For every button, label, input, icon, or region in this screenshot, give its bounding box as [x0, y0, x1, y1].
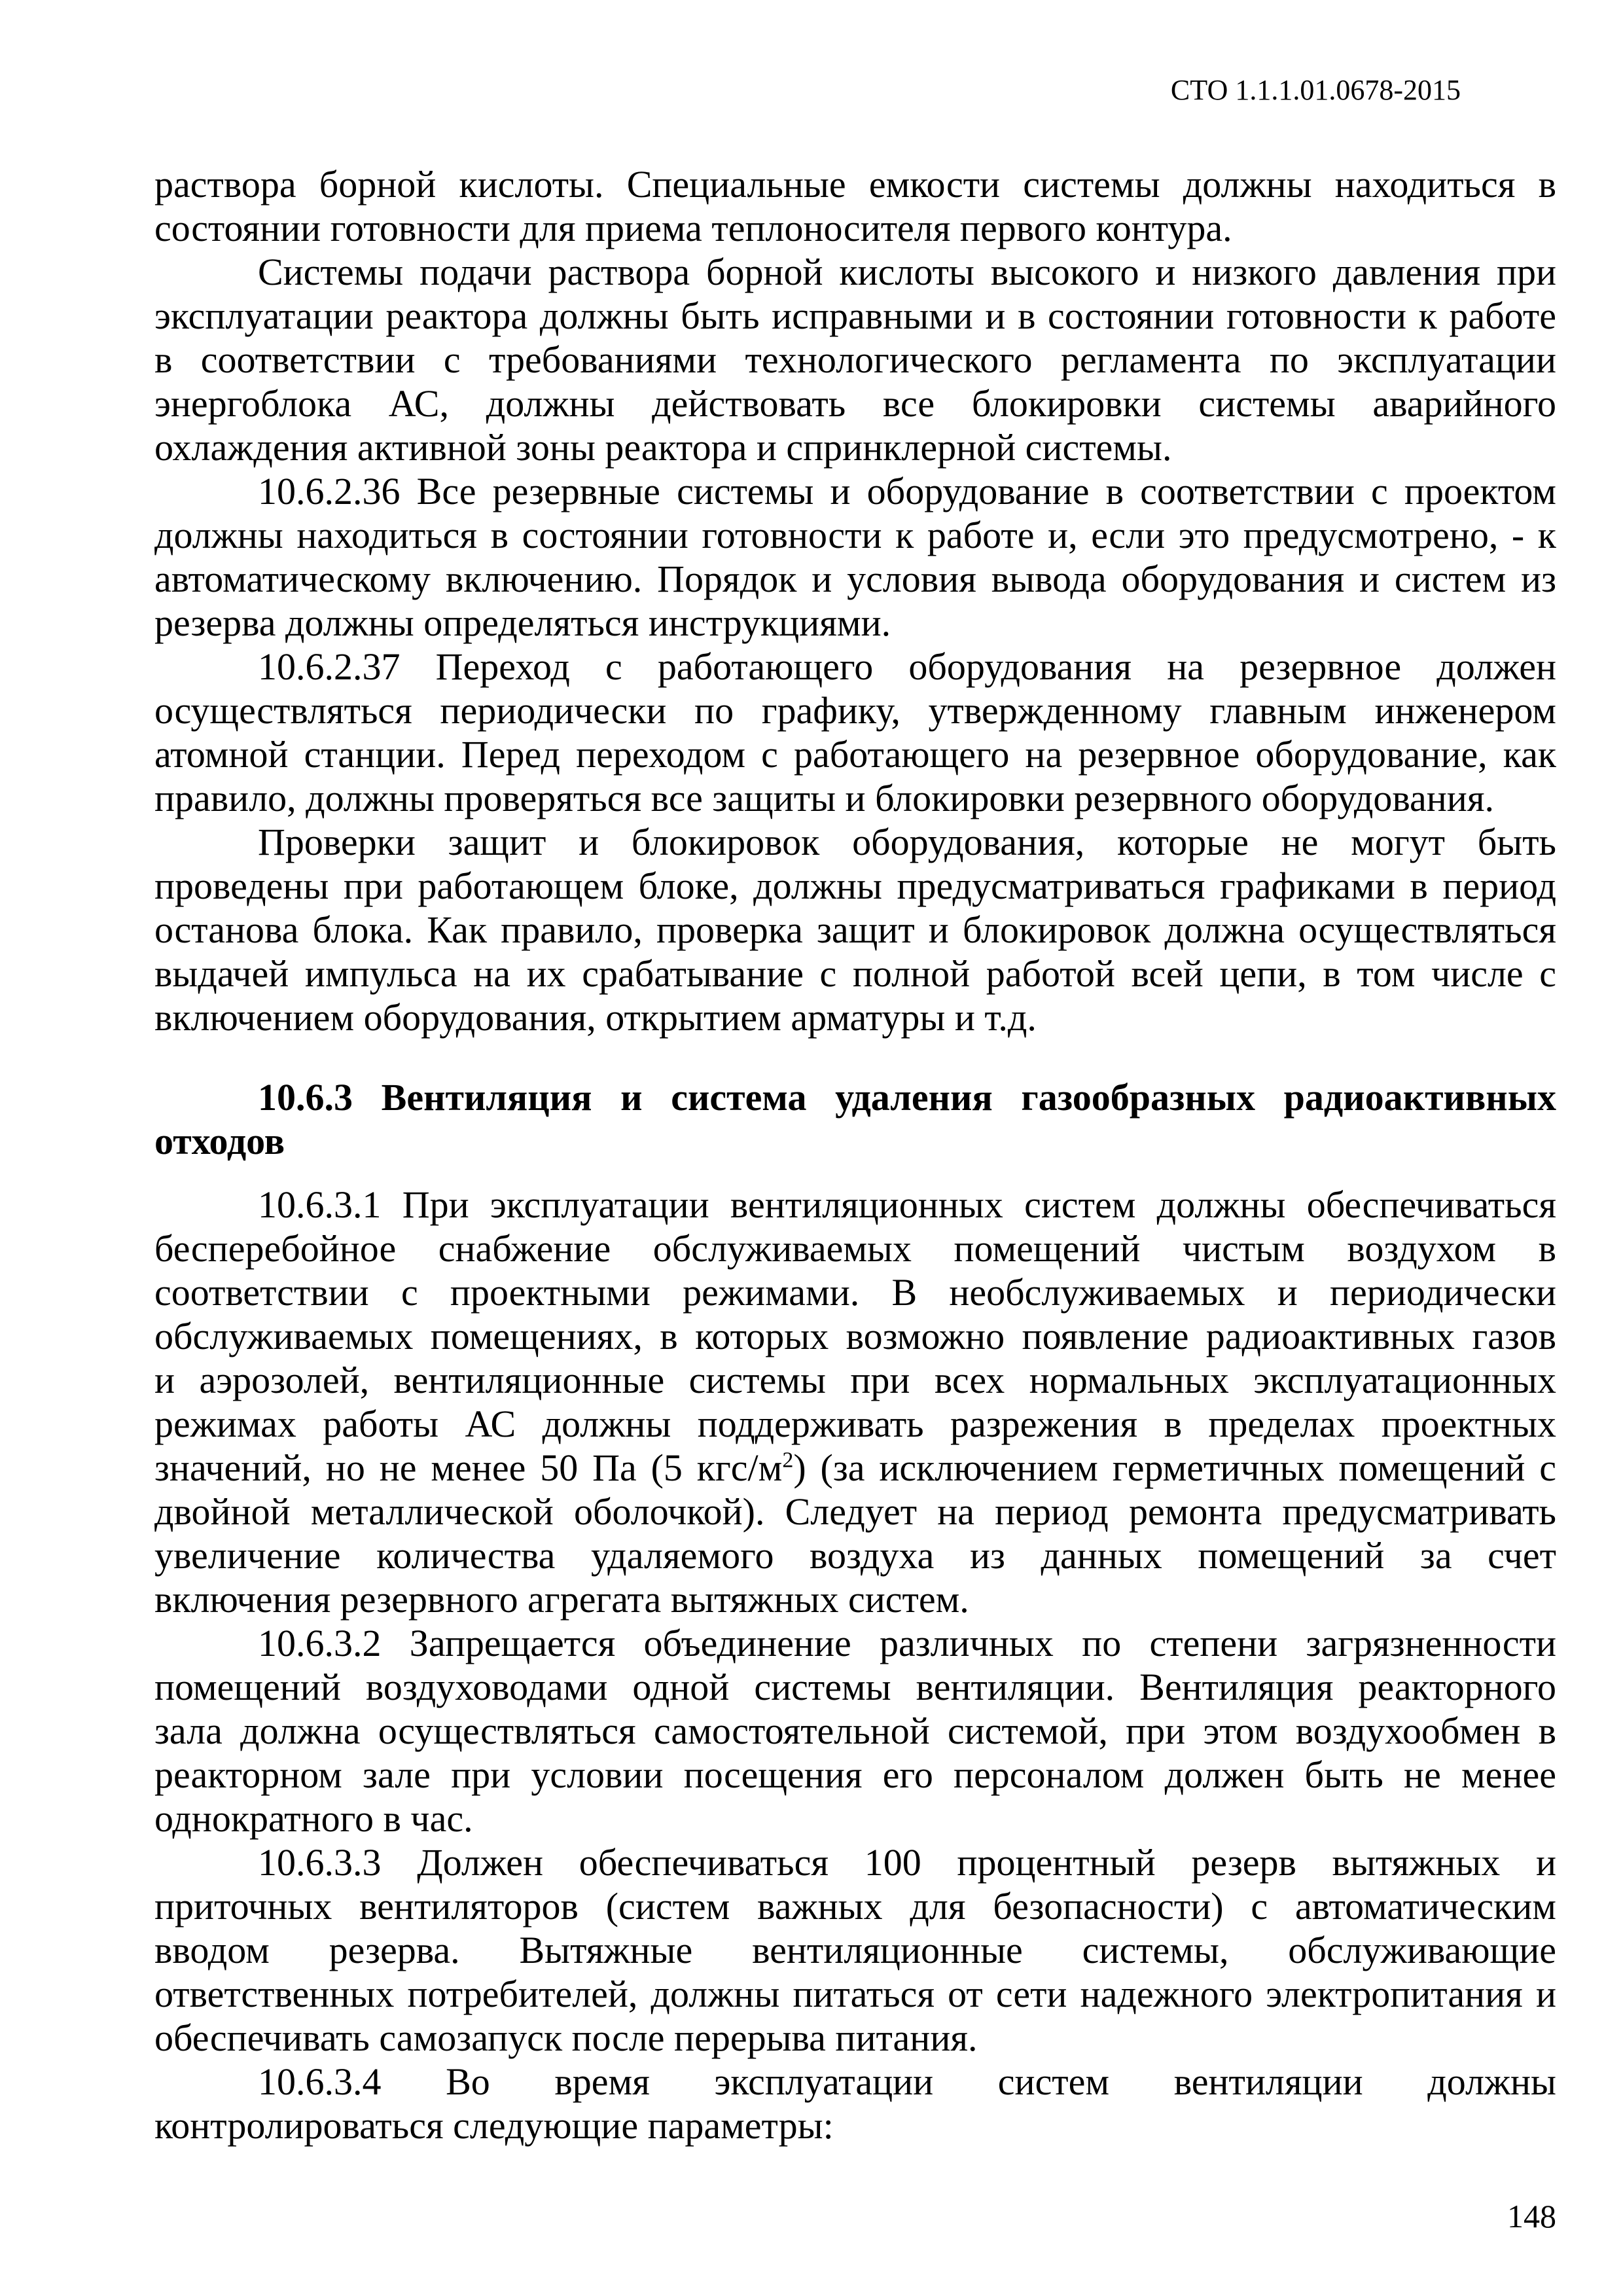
document-code-header: СТО 1.1.1.01.0678-2015 [1170, 74, 1461, 106]
text-line [154, 1446, 1556, 1490]
text-line: 10.6.2.36 Все резервные системы и оборудование в соответствии с проектом [258, 470, 1556, 512]
paragraph [154, 250, 1556, 469]
paragraph [154, 1840, 1556, 2060]
text-line: атомной станции. Перед переходом с работающего на резервное оборудование, как [154, 733, 1556, 776]
text-line: проведены при работающем блоке, должны предусматриваться графиками в период [154, 865, 1556, 907]
superscript: 2 [782, 1448, 794, 1473]
text-line: эксплуатации реактора должны быть исправными и в состоянии готовности к работе [154, 295, 1556, 337]
text-segment: значений, но не менее 50 Па (5 кгс/м [154, 1446, 783, 1489]
text-line: резерва должны определяться инструкциями. [154, 601, 891, 644]
text-line: выдачей импульса на их срабатывание с полной работой всей цепи, в том числе с [154, 952, 1556, 995]
text-line: обеспечивать самозапуск после перерыва питания. [154, 2017, 978, 2059]
paragraph [154, 1621, 1556, 1840]
text-line: включения резервного агрегата вытяжных систем. [154, 1578, 969, 1621]
text-line: помещений воздуховодами одной системы вентиляции. Вентиляция реакторного [154, 1666, 1556, 1708]
paragraph [154, 469, 1556, 645]
text-line: реакторном зале при условии посещения его персоналом должен быть не менее [154, 1753, 1556, 1796]
text-line: контролироваться следующие параметры: [154, 2104, 834, 2147]
text-line: приточных вентиляторов (систем важных для безопасности) с автоматическим [154, 1885, 1556, 1928]
text-line: останова блока. Как правило, проверка защит и блокировок должна осуществляться [154, 908, 1556, 951]
text-line: энергоблока АС, должны действовать все блокировки системы аварийного [154, 382, 1556, 425]
text-line: должны находиться в состоянии готовности к работе и, если это предусмотрено, - к [154, 514, 1556, 556]
text-line: зала должна осуществляться самостоятельной системой, при этом воздухообмен в [154, 1710, 1556, 1752]
text-line: автоматическому включению. Порядок и условия вывода оборудования и систем из [154, 558, 1556, 600]
text-line: охлаждения активной зоны реактора и спринклерной системы. [154, 426, 1172, 469]
text-line: в соответствии с требованиями технологического регламента по эксплуатации [154, 338, 1556, 381]
text-line: осуществляться периодически по графику, утвержденному главным инженером [154, 689, 1556, 732]
text-line: правило, должны проверяться все защиты и блокировки резервного оборудования. [154, 777, 1495, 819]
paragraph [154, 2060, 1556, 2147]
page-number: 148 [1507, 2198, 1556, 2234]
text-line: 10.6.3.3 Должен обеспечиваться 100 процентный резерв вытяжных и [258, 1841, 1556, 1884]
text-line: 10.6.3.2 Запрещается объединение различных по степени загрязненности [258, 1622, 1556, 1664]
text-line: 10.6.2.37 Переход с работающего оборудования на резервное должен [258, 645, 1556, 688]
text-line: Проверки защит и блокировок оборудования, которые не могут быть [258, 821, 1556, 863]
section-heading [154, 1075, 1556, 1163]
text-line: двойной металлической оболочкой). Следует на период ремонта предусматривать [154, 1490, 1556, 1533]
text-line: отходов [154, 1120, 285, 1162]
text-line: обслуживаемых помещениях, в которых возможно появление радиоактивных газов [154, 1315, 1556, 1357]
text-line: увеличение количества удаляемого воздуха из данных помещений за счет [154, 1534, 1556, 1577]
text-line: и аэрозолей, вентиляционные системы при всех нормальных эксплуатационных [154, 1359, 1556, 1401]
text-line: 10.6.3.1 При эксплуатации вентиляционных систем должны обеспечиваться [258, 1183, 1556, 1226]
text-line: ответственных потребителей, должны питаться от сети надежного электропитания и [154, 1973, 1556, 2015]
text-line: Системы подачи раствора борной кислоты высокого и низкого давления при [258, 251, 1556, 293]
document-body [154, 162, 1556, 2147]
text-line: включением оборудования, открытием арматуры и т.д. [154, 996, 1037, 1039]
paragraph [154, 162, 1556, 250]
text-line: режимах работы АС должны поддерживать разрежения в пределах проектных [154, 1403, 1556, 1445]
text-segment: ) (за исключением герметичных помещений с [793, 1446, 1556, 1489]
text-line: состоянии готовности для приема теплоносителя первого контура. [154, 207, 1232, 249]
text-line: вводом резерва. Вытяжные вентиляционные системы, обслуживающие [154, 1929, 1556, 1971]
text-line: раствора борной кислоты. Специальные емкости системы должны находиться в [154, 163, 1556, 206]
text-line: 10.6.3.4 Во время эксплуатации систем вентиляции должны [258, 2060, 1556, 2103]
text-line: 10.6.3 Вентиляция и система удаления газообразных радиоактивных [258, 1076, 1556, 1119]
paragraph [154, 820, 1556, 1039]
paragraph [154, 645, 1556, 820]
paragraph [154, 1183, 1556, 1621]
text-line: однократного в час. [154, 1797, 473, 1840]
text-line: бесперебойное снабжение обслуживаемых помещений чистым воздухом в [154, 1227, 1556, 1270]
text-line: соответствии с проектными режимами. В необслуживаемых и периодически [154, 1271, 1556, 1314]
